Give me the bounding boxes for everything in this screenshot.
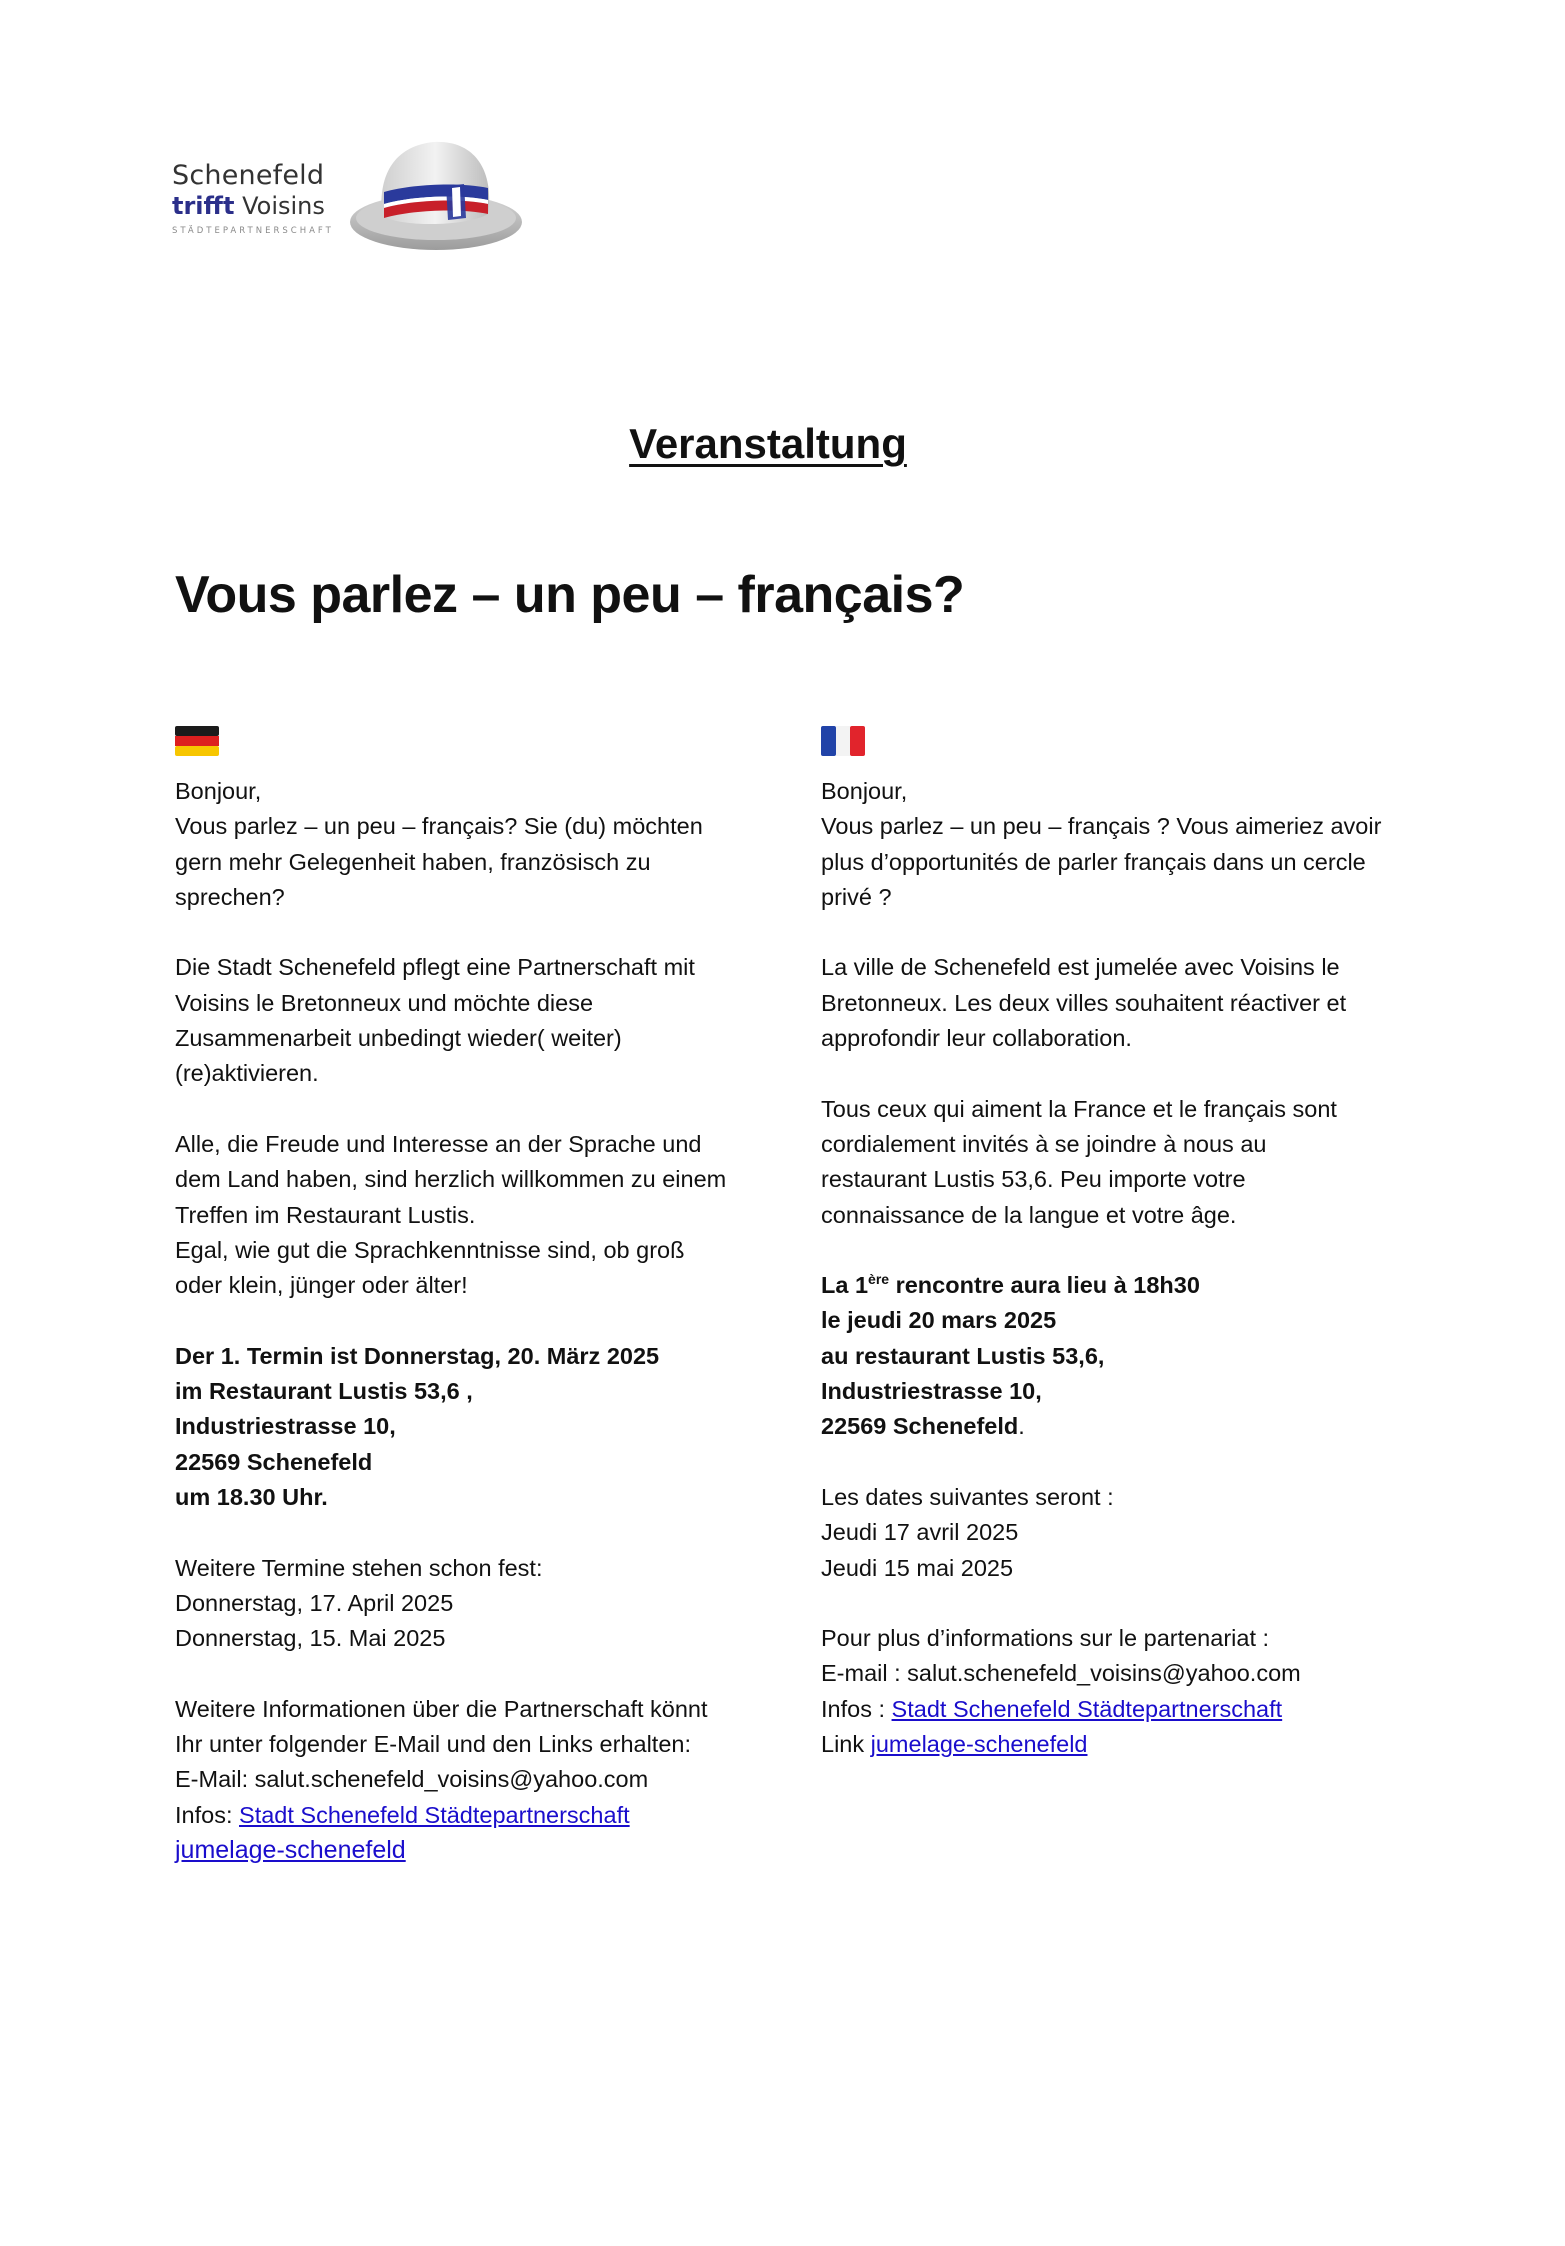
logo-line2-rest: Voisins [234,192,325,220]
france-flag-icon [821,726,865,756]
de-intro [175,774,775,915]
fr-intro-line: plus d’opportunités de parler français dans un cercle [821,848,1366,875]
de-meeting-line: 22569 Schenefeld [175,1448,373,1475]
fr-para3-line: connaissance de la langue et votre âge. [821,1201,1237,1228]
fr-intro-line: Vous parlez – un peu – français ? Vous aimeriez avoir [821,813,1382,840]
fr-date-item: Jeudi 15 mai 2025 [821,1554,1014,1581]
de-intro-line: gern mehr Gelegenheit haben, französisch zu [175,848,651,875]
de-info [175,1692,775,1868]
de-date-item: Donnerstag, 17. April 2025 [175,1589,454,1616]
de-further-dates [175,1551,775,1657]
de-meeting-line: Der 1. Termin ist Donnerstag, 20. März 2025 [175,1342,660,1369]
fr-meeting-line: le jeudi 20 mars 2025 [821,1307,1057,1334]
fr-meeting-details [821,1268,1421,1444]
fr-jumelage-line [821,1727,1421,1762]
de-jumelage-line [175,1833,775,1868]
de-meeting-details [175,1339,775,1515]
fr-partnership-link[interactable]: Stadt Schenefeld Städtepartnerschaft [891,1695,1283,1722]
de-para3-line: Egal, wie gut die Sprachkenntnisse sind, ob groß [175,1236,685,1263]
fr-info-line: Pour plus d’informations sur le partenariat : [821,1625,1270,1652]
fr-dates-intro: Les dates suivantes seront : [821,1483,1114,1510]
de-para3-line: Alle, die Freude und Interesse an der Sprache und [175,1130,702,1157]
germany-flag-icon [175,726,219,756]
de-email: E-Mail: salut.schenefeld_voisins@yahoo.com [175,1766,649,1793]
de-info-line: Ihr unter folgender E-Mail und den Links erhalten: [175,1731,692,1758]
logo-text [172,160,334,236]
fr-meeting-line: Industriestrasse 10, [821,1378,1042,1405]
fr-further-dates [821,1480,1421,1586]
fr-infos-label: Infos : [821,1695,892,1722]
fr-invitation-paragraph [821,1092,1421,1233]
fr-meeting-last-line [821,1409,1421,1444]
german-column [175,726,775,1904]
de-date-item: Donnerstag, 15. Mai 2025 [175,1625,446,1652]
de-para3-line: Treffen im Restaurant Lustis. [175,1201,476,1228]
fr-meeting-last: 22569 Schenefeld [821,1413,1019,1440]
fr-greeting: Bonjour, [821,778,908,804]
fr-info [821,1621,1421,1762]
de-meeting-line: im Restaurant Lustis 53,6 , [175,1378,473,1405]
fr-infos-line [821,1692,1421,1727]
logo-line3: STÄDTEPARTNERSCHAFT [172,226,334,236]
hat-icon [348,138,526,256]
fr-date-item: Jeudi 17 avril 2025 [821,1519,1019,1546]
de-invitation-paragraph [175,1127,775,1303]
fr-para3-line: cordialement invités à se joindre à nous au [821,1130,1267,1157]
de-dates-intro: Weitere Termine stehen schon fest: [175,1554,543,1581]
fr-link-label: Link [821,1731,871,1758]
fr-meeting-first-pre: La 1 [821,1272,869,1299]
de-jumelage-link[interactable]: jumelage-schenefeld [175,1835,406,1864]
french-column [821,726,1421,1798]
de-greeting: Bonjour, [175,778,262,804]
de-para3-line: oder klein, jünger oder älter! [175,1272,468,1299]
de-partnership-paragraph [175,950,775,1091]
fr-intro [821,774,1421,915]
de-para2-line: Die Stadt Schenefeld pflegt eine Partnerschaft mit [175,954,695,981]
page-title: Vous parlez – un peu – français? [175,566,965,624]
de-infos-label: Infos: [175,1801,240,1828]
fr-para3-line: restaurant Lustis 53,6. Peu importe votre [821,1166,1246,1193]
fr-jumelage-link[interactable]: jumelage-schenefeld [870,1731,1088,1758]
de-para2-line: Voisins le Bretonneux und möchte diese [175,989,594,1016]
de-intro-line: Vous parlez – un peu – français? Sie (du) möchten [175,813,703,840]
de-partnership-link[interactable]: Stadt Schenefeld Städtepartnerschaft [239,1801,630,1828]
fr-meeting-first-post: rencontre aura lieu à 18h30 [889,1272,1200,1299]
de-para2-line: (re)aktivieren. [175,1060,319,1087]
fr-meeting-first-line [821,1268,1421,1303]
de-infos-line [175,1798,775,1833]
de-intro-line: sprechen? [175,883,285,910]
de-para2-line: Zusammenarbeit unbedingt wieder( weiter) [175,1025,622,1052]
fr-meeting-first-sup: ère [868,1271,890,1288]
fr-para2-line: approfondir leur collaboration. [821,1025,1132,1052]
de-meeting-line: Industriestrasse 10, [175,1413,396,1440]
fr-meeting-last-dot: . [1018,1413,1025,1440]
de-meeting-line: um 18.30 Uhr. [175,1483,328,1510]
de-info-line: Weitere Informationen über die Partnerschaft könnt [175,1695,708,1722]
fr-email: E-mail : salut.schenefeld_voisins@yahoo.com [821,1660,1301,1687]
logo-line1: Schenefeld [172,160,325,191]
fr-para3-line: Tous ceux qui aiment la France et le français sont [821,1095,1337,1122]
logo [172,138,532,258]
logo-line2 [172,192,334,220]
fr-meeting-line: au restaurant Lustis 53,6, [821,1342,1105,1369]
page-heading: Veranstaltung [629,420,907,467]
de-para3-line: dem Land haben, sind herzlich willkommen zu einem [175,1166,727,1193]
fr-para2-line: Bretonneux. Les deux villes souhaitent réactiver et [821,989,1347,1016]
fr-intro-line: privé ? [821,883,892,910]
fr-partnership-paragraph [821,950,1421,1056]
fr-para2-line: La ville de Schenefeld est jumelée avec Voisins le [821,954,1340,981]
logo-line2-bold: trifft [172,192,235,220]
